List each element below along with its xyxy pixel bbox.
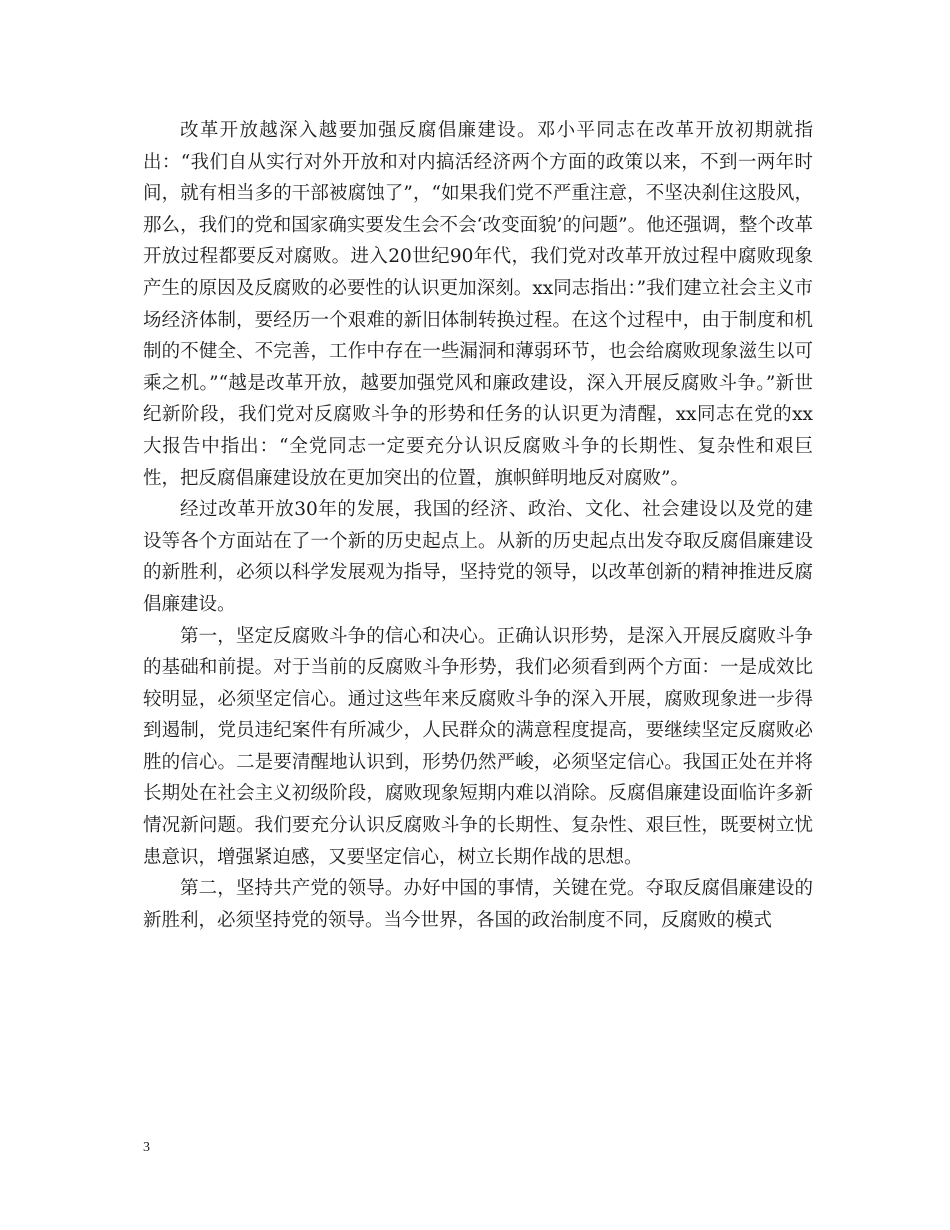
paragraph-1: 改革开放越深入越要加强反腐倡廉建设。邓小平同志在改革开放初期就指出：“我们自从实行对外开放和对内搞活经济两个方面的政策以来，不到一两年时间，就有相当多的干部被腐蚀了”，“如果我们党不严重注意，不坚决刹住这股风，那么，我们的党和国家确实要发生会不会‘改变面貌’的问题”。他还强调，整个改革开放过程都要反对腐败。进入20世纪90年代，我们党对改革开放过程中腐败现象产生的原因及反腐败的必要性的认识更加深刻。xx同志指出：”我们建立社会主义市场经济体制，要经历一个艰难的新旧体制转换过程。在这个过程中，由于制度和机制的不健全、不完善，工作中存在一些漏洞和薄弱环节，也会给腐败现象滋生以可乘之机。”“越是改革开放，越要加强党风和廉政建设，深入开展反腐败斗争。”新世纪新阶段，我们党对反腐败斗争的形势和任务的认识更为清醒，xx同志在党的xx大报告中指出：“全党同志一定要充分认识反腐败斗争的长期性、复杂性和艰巨性，把反腐倡廉建设放在更加突出的位置，旗帜鲜明地反对腐败”。 (143, 120, 813, 489)
document-body (143, 115, 813, 936)
paragraph-3: 第一，坚定反腐败斗争的信心和决心。正确认识形势，是深入开展反腐败斗争的基础和前提。对于当前的反腐败斗争形势，我们必须看到两个方面：一是成效比较明显，必须坚定信心。通过这些年来反腐败斗争的深入开展，腐败现象进一步得到遏制，党员违纪案件有所减少，人民群众的满意程度提高，要继续坚定反腐败必胜的信心。二是要清醒地认识到，形势仍然严峻，必须坚定信心。我国正处在并将长期处在社会主义初级阶段，腐败现象短期内难以消除。反腐倡廉建设面临许多新情况新问题。我们要充分认识反腐败斗争的长期性、复杂性、艰巨性，既要树立忧患意识，增强紧迫感，又要坚定信心，树立长期作战的思想。 (143, 625, 813, 868)
page-number: 3 (143, 1140, 150, 1155)
paragraph-2: 经过改革开放30年的发展，我国的经济、政治、文化、社会建设以及党的建设等各个方面站在了一个新的历史起点上。从新的历史起点出发夺取反腐倡廉建设的新胜利，必须以科学发展观为指导，坚持党的领导，以改革创新的精神推进反腐倡廉建设。 (143, 499, 813, 615)
paragraph-4: 第二，坚持共产党的领导。办好中国的事情，关键在党。夺取反腐倡廉建设的新胜利，必须坚持党的领导。当今世界，各国的政治制度不同，反腐败的模式 (143, 878, 813, 931)
